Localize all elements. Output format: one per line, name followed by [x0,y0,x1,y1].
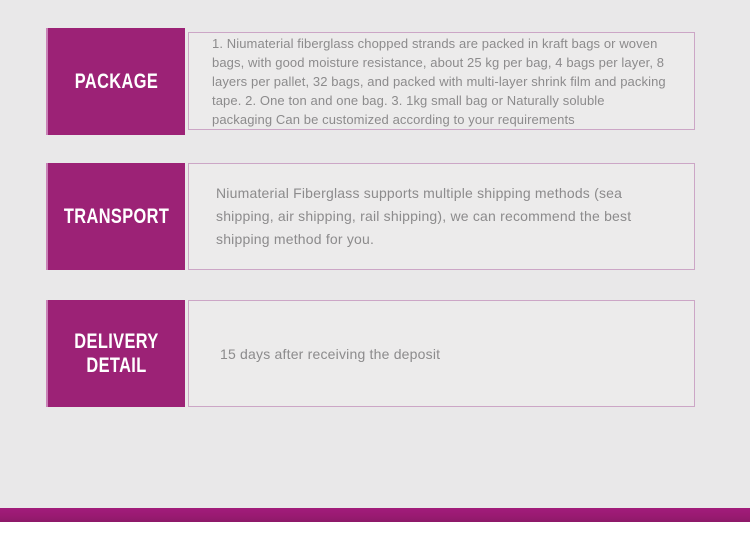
delivery-detail-label-box [46,300,185,407]
package-text: 1. Niumaterial fiberglass chopped strands are packed in kraft bags or woven bags, with good moisture resistance, about 25 kg per bag, 4 bags per layer, 8 layers per pallet, 32 bags, and packed with multi-layer shrink film and packing tape. 2. One ton and one bag. 3. 1kg small bag or Naturally soluble packaging Can be customized according to your requirements [212,35,666,127]
transport-text: Niumaterial Fiberglass supports multiple shipping methods (sea shipping, air shipping, rail shipping), we can recommend the best shipping method for you. [216,185,632,247]
package-content-box [188,32,695,130]
transport-label-box [46,163,185,270]
package-label-box [46,28,185,135]
package-row [46,28,695,135]
delivery-detail-text: 15 days after receiving the deposit [220,345,441,362]
package-label: PACKAGE [74,69,159,93]
transport-row [46,163,695,270]
delivery-detail-label: DELIVERY DETAIL [74,329,159,377]
delivery-detail-row [46,300,695,407]
delivery-detail-content-box [188,300,695,407]
transport-content-box [188,163,695,270]
transport-label: TRANSPORT [63,204,170,228]
footer-accent-bar [0,508,750,522]
